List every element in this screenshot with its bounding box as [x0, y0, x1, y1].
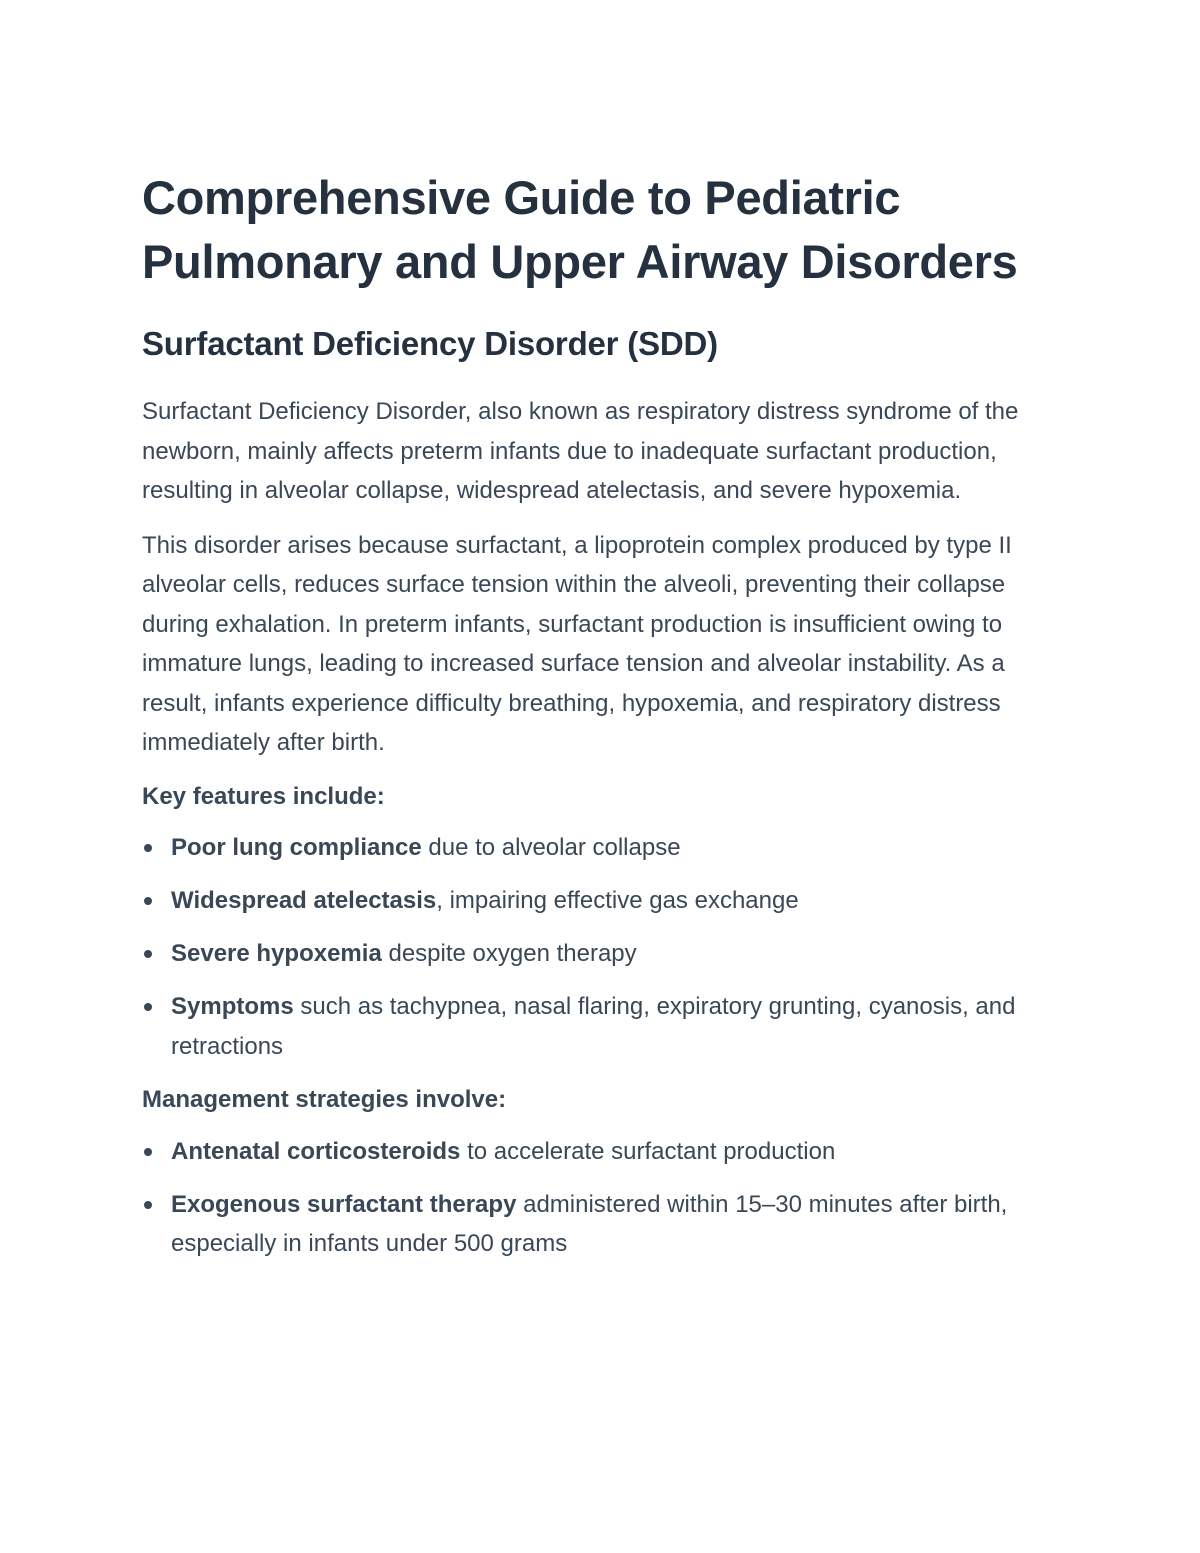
- management-list: [142, 1132, 1062, 1264]
- list-item-text: administered within 15–30 minutes after birth, especially in infants under 500 grams: [171, 1190, 1008, 1257]
- list-item: [142, 987, 1062, 1066]
- list-item: [142, 1185, 1062, 1264]
- paragraph-mechanism: This disorder arises because surfactant, a lipoprotein complex produced by type II alveolar cells, reduces surface tension within the alveoli, preventing their collapse during exhalation. In preterm infants, surfactant production is insufficient owing to immature lungs, leading to increased surface tension and alveolar instability. As a result, infants experience difficulty breathing, hypoxemia, and respiratory distress immediately after birth.: [142, 531, 1012, 756]
- list-item: [142, 828, 1062, 868]
- list-item: [142, 1132, 1062, 1172]
- list-item: [142, 881, 1062, 921]
- bullet-icon: [144, 1201, 152, 1209]
- list-item-text: to accelerate surfactant production: [460, 1137, 836, 1165]
- list-item-term: Exogenous surfactant therapy: [171, 1190, 517, 1218]
- page-title: Comprehensive Guide to Pediatric Pulmonary and Upper Airway Disorders: [142, 171, 1018, 288]
- list-item-term: Severe hypoxemia: [171, 940, 382, 967]
- list-item-text: , impairing effective gas exchange: [436, 887, 799, 914]
- bullet-icon: [144, 844, 152, 852]
- document-page: [142, 166, 1062, 1264]
- list-item-text: such as tachypnea, nasal flaring, expiratory grunting, cyanosis, and retractions: [171, 993, 1016, 1060]
- list-item-term: Antenatal corticosteroids: [171, 1137, 461, 1165]
- section-heading: Surfactant Deficiency Disorder (SDD): [142, 325, 718, 362]
- bullet-icon: [144, 897, 152, 905]
- bullet-icon: [144, 950, 152, 958]
- list-item-term: Widespread atelectasis: [171, 887, 437, 914]
- key-features-list: [142, 828, 1062, 1066]
- key-features-label: Key features include:: [142, 782, 385, 810]
- list-item-text: despite oxygen therapy: [381, 940, 637, 967]
- list-item-term: Poor lung compliance: [171, 834, 422, 861]
- bullet-icon: [144, 1003, 152, 1011]
- bullet-icon: [144, 1148, 152, 1156]
- list-item-text: due to alveolar collapse: [421, 834, 681, 861]
- list-item: [142, 934, 1062, 974]
- management-label: Management strategies involve:: [142, 1086, 507, 1113]
- paragraph-intro: Surfactant Deficiency Disorder, also known as respiratory distress syndrome of the newborn, mainly affects preterm infants due to inadequate surfactant production, resulting in alveolar collapse, widespread atelectasis, and severe hypoxemia.: [142, 398, 1019, 504]
- list-item-term: Symptoms: [171, 993, 294, 1020]
